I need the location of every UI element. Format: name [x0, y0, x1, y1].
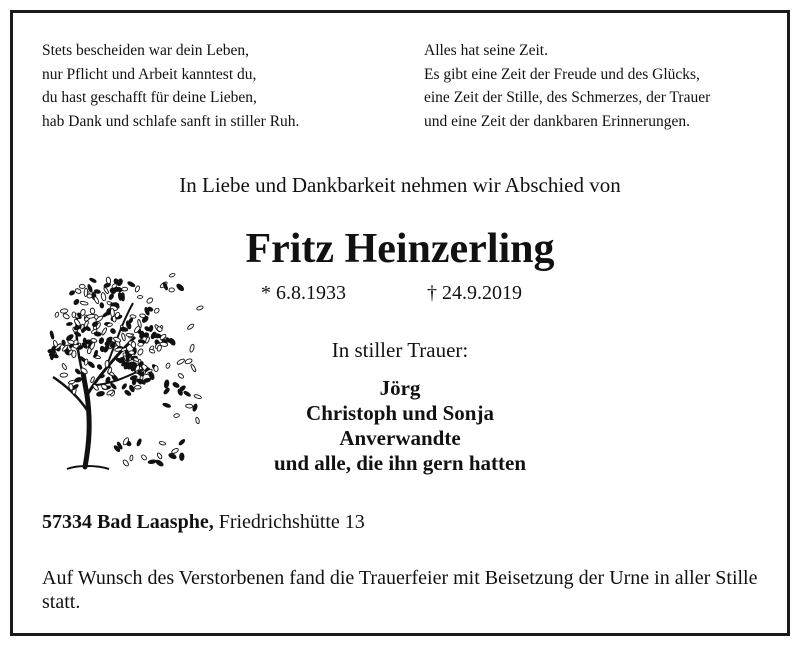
mourner: Christoph und Sonja [306, 401, 494, 425]
farewell-intro: In Liebe und Dankbarkeit nehmen wir Abschied von [179, 173, 621, 197]
address-city: 57334 Bad Laasphe, [42, 511, 214, 533]
poem-line: hab Dank und schlafe sanft in stiller Ruh. [42, 112, 300, 130]
address [42, 511, 365, 534]
poem-line: und eine Zeit der dankbaren Erinnerungen. [424, 112, 690, 130]
mourner: und alle, die ihn gern hatten [273, 451, 527, 475]
poem-line: Alles hat seine Zeit. [424, 42, 548, 59]
mourner: Anverwandte [339, 426, 461, 450]
poem-line: Es gibt eine Zeit der Freude und des Glücks, [424, 65, 700, 83]
poem-left [42, 39, 299, 133]
death-date: † 24.9.2019 [427, 282, 522, 304]
poem-line: nur Pflicht und Arbeit kanntest du, [42, 65, 257, 83]
mourner: Jörg [379, 376, 421, 400]
obituary-card [10, 10, 790, 636]
address-street: Friedrichshütte 13 [213, 511, 365, 533]
deceased-name: Fritz Heinzerling [245, 226, 555, 272]
funeral-note: Auf Wunsch des Verstorbenen fand die Trauerfeier mit Beisetzung der Urne in aller Stille statt. [42, 567, 758, 613]
poem-line: du hast geschafft für deine Lieben, [42, 89, 257, 106]
mourning-heading: In stiller Trauer: [331, 338, 469, 362]
birth-date: * 6.8.1933 [261, 282, 346, 304]
poem-line: Stets bescheiden war dein Leben, [42, 42, 250, 59]
poem-right [424, 39, 710, 133]
mourners-list [13, 376, 787, 476]
poem-line: eine Zeit der Stille, des Schmerzes, der Trauer [424, 89, 711, 106]
